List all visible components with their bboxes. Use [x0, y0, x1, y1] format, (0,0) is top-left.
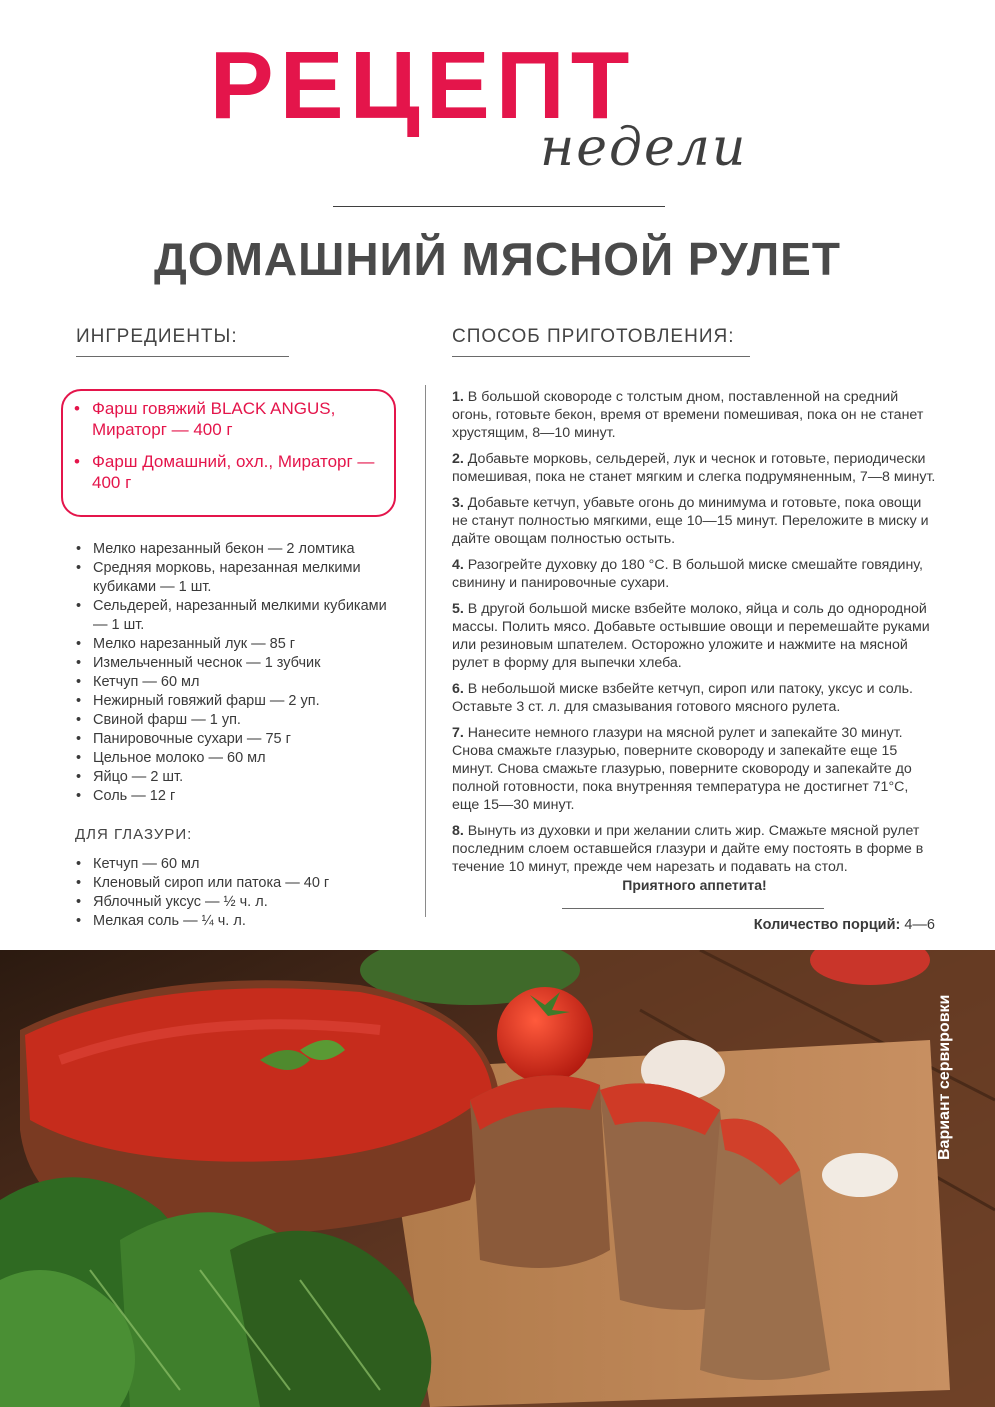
highlighted-ingredient: • Фарш Домашний, охл., Мираторг — 400 г [71, 451, 391, 493]
highlighted-ingredients [71, 398, 391, 504]
step: 6. В небольшой миске взбейте кетчуп, сироп или патоку, уксус и соль. Оставьте 3 ст. л. для смазывания готового мясного рулета. [452, 681, 913, 715]
list-item: • Мелко нарезанный бекон — 2 ломтика [75, 540, 395, 559]
list-item: • Мелко нарезанный лук — 85 г [75, 635, 395, 654]
serving-suggestion-label: Вариант сервировки [936, 994, 953, 1160]
list-item: • Цельное молоко — 60 мл [75, 749, 395, 768]
step: 5. В другой большой миске взбейте молоко, яйца и соль до однородной массы. Полить мясо. Добавьте остывшие овощи и перемешайте руками или резиновым шпателем. Осторожно уложите и нажмите на мясной рулет в форму для выпечки хлеба. [452, 601, 930, 671]
enjoy-text: Приятного аппетита! [622, 877, 767, 893]
glaze-heading: ДЛЯ ГЛАЗУРИ: [75, 826, 193, 843]
list-item: • Кетчуп — 60 мл [75, 855, 395, 874]
list-item: • Средняя морковь, нарезанная мелкими кубиками — 1 шт. [75, 559, 395, 597]
list-item: • Соль — 12 г [75, 787, 395, 806]
method-steps [452, 388, 937, 884]
enjoy-divider [562, 908, 824, 909]
step: 8. Вынуть из духовки и при желании слить жир. Смажьте мясной рулет последним слоем оставшейся глазури и дайте ему постоять в форме в течение 10 минут, прежде чем нарезать и подавать на стол. [452, 823, 924, 875]
list-item: • Измельченный чеснок — 1 зубчик [75, 654, 395, 673]
dish-name: ДОМАШНИЙ МЯСНОЙ РУЛЕТ [154, 233, 841, 285]
list-item: • Яйцо — 2 шт. [75, 768, 395, 787]
method-heading: СПОСОБ ПРИГОТОВЛЕНИЯ: [452, 326, 735, 347]
highlighted-ingredient: • Фарш говяжий BLACK ANGUS, Мираторг — 400 г [71, 398, 391, 440]
list-item: • Панировочные сухари — 75 г [75, 730, 395, 749]
list-item: • Сельдерей, нарезанный мелкими кубиками — 1 шт. [75, 597, 395, 635]
list-item: • Свиной фарш — 1 уп. [75, 711, 395, 730]
list-item: • Яблочный уксус — ½ ч. л. [75, 893, 395, 912]
ingredients-heading: ИНГРЕДИЕНТЫ: [76, 326, 238, 347]
column-divider [425, 385, 426, 917]
step: 3. Добавьте кетчуп, убавьте огонь до минимума и готовьте, пока овощи не станут полностью мягкими, еще 10—15 минут. Переложите в миску и дайте овощам полностью остыть. [452, 495, 929, 547]
method-rule [452, 356, 750, 357]
meatloaf-photo [0, 950, 995, 1407]
step: 1. В большой сковороде с толстым дном, поставленной на средний огонь, готовьте бекон, время от времени помешивая, пока он не станет хрустящим, 8—10 минут. [452, 389, 924, 441]
ingredients-rule [76, 356, 289, 357]
list-item: • Мелкая соль — ¼ ч. л. [75, 912, 395, 931]
ingredients-list [75, 540, 395, 806]
glaze-list [75, 855, 395, 931]
step: 2. Добавьте морковь, сельдерей, лук и чеснок и готовьте, периодически помешивая, пока не станет мягким и слегка подрумяненным, 7—8 минут. [452, 451, 936, 485]
step: 4. Разогрейте духовку до 180 °С. В большой миске смешайте говядину, свинину и панировочные сухари. [452, 557, 923, 591]
list-item: • Кетчуп — 60 мл [75, 673, 395, 692]
title-divider [333, 206, 665, 207]
step: 7. Нанесите немного глазури на мясной рулет и запекайте 30 минут. Снова смажьте глазурью, поверните сковороду и запекайте еще 15 минут. Снова смажьте глазурью, поверните сковороду и запекайте до полной готовности, пока внутренняя температура не достигнет 71°С, еще 15—30 минут. [452, 725, 912, 813]
list-item: • Кленовый сироп или патока — 40 г [75, 874, 395, 893]
recipe-title: РЕЦЕПТ [209, 32, 636, 139]
recipe-subtitle: недели [540, 118, 748, 178]
list-item: • Нежирный говяжий фарш — 2 уп. [75, 692, 395, 711]
servings: Количество порций: 4—6 [753, 917, 935, 933]
